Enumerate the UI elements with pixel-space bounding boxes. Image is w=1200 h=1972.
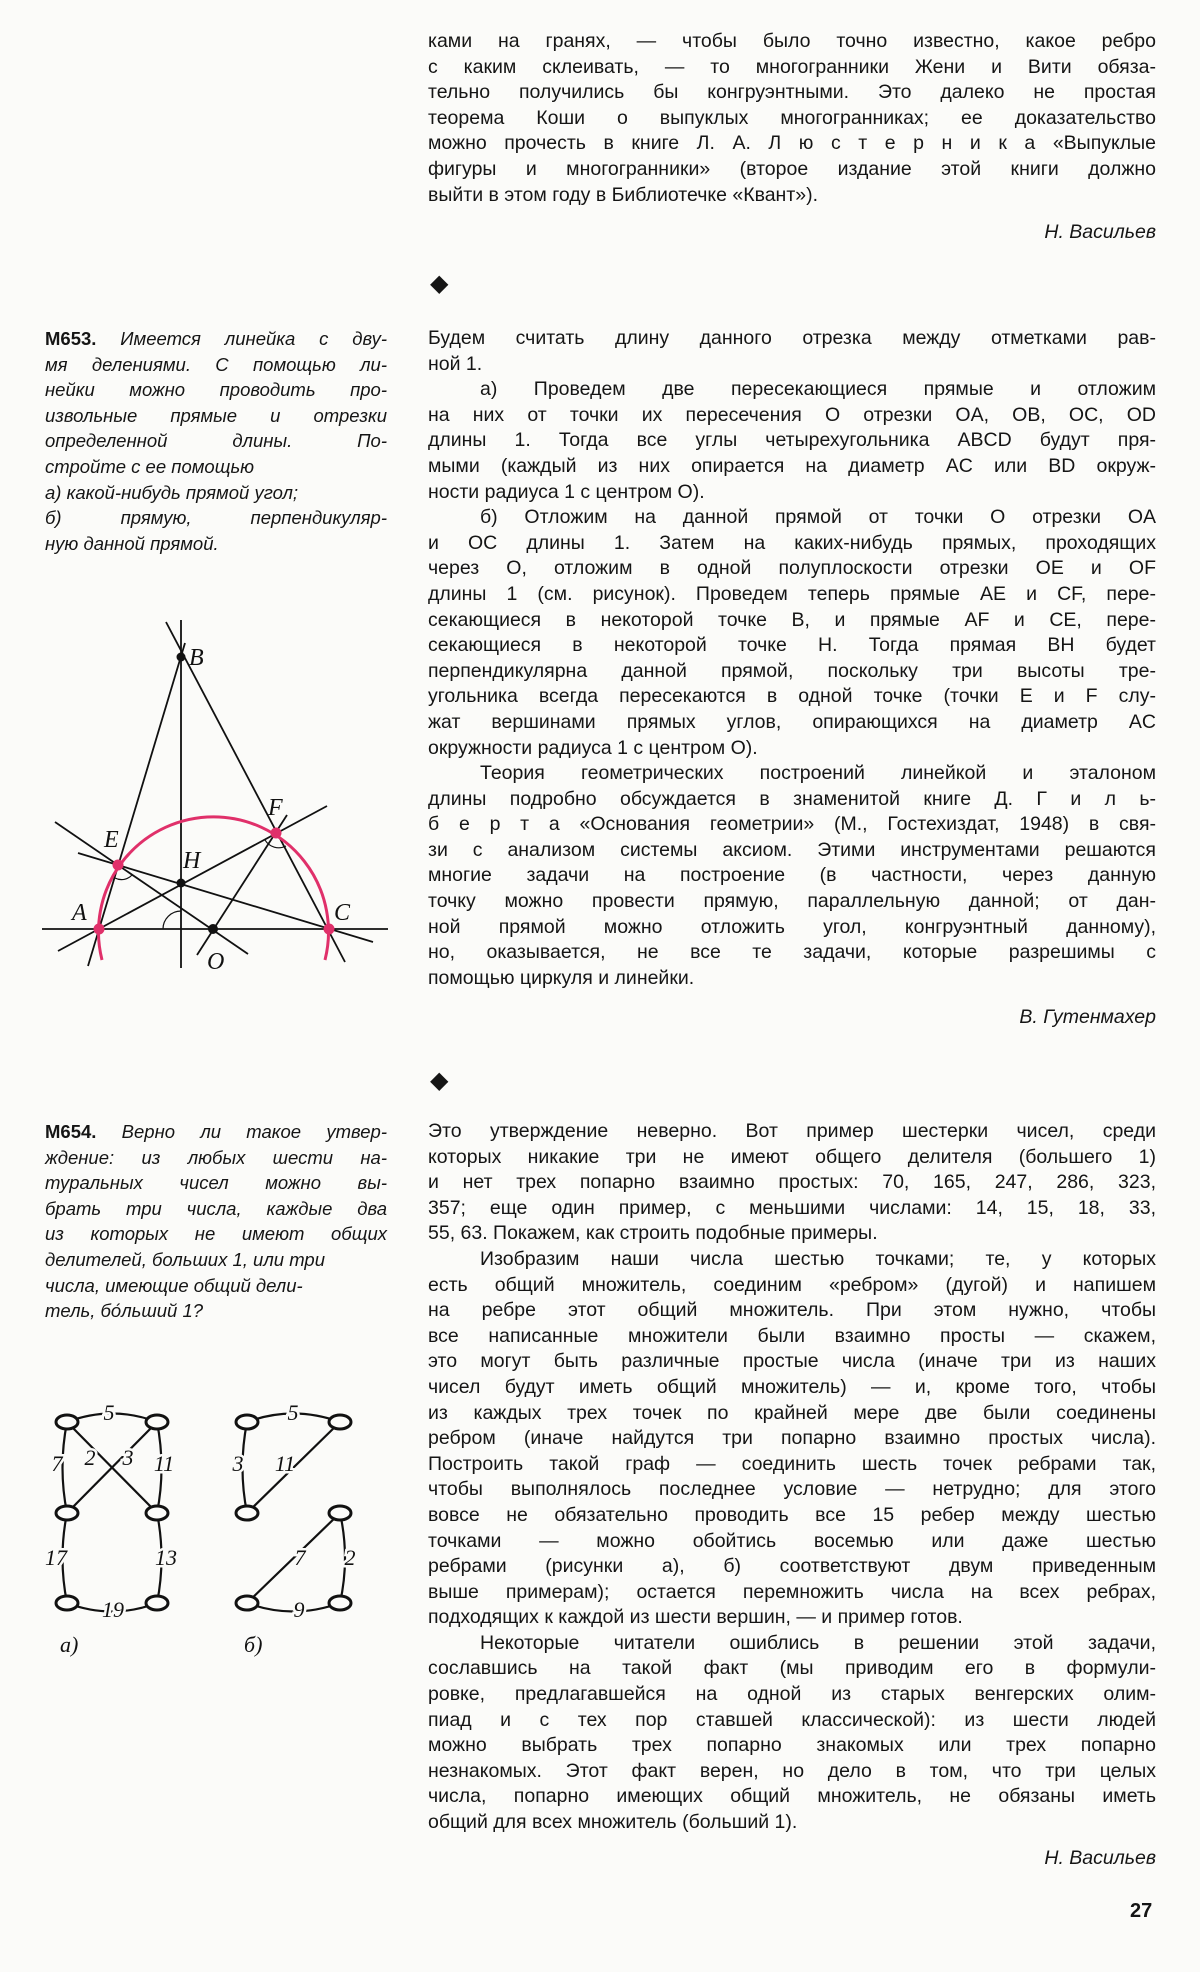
text-line: ками на гранях, — чтобы было точно известно, какое ребро xyxy=(428,30,1156,52)
label-a: A xyxy=(72,900,87,926)
text-line: Теория геометрических построений линейкой и эталоном xyxy=(480,762,1156,785)
problem-line: числа, имеющие общий дели- xyxy=(45,1274,303,1296)
graph-a-vertex xyxy=(146,1596,168,1610)
problem-line: из которых не имеют общих xyxy=(45,1223,387,1245)
label-e: E xyxy=(104,827,119,853)
text-line: с каким склеивать, — то многогранники Жени и Вити обяза- xyxy=(428,55,1156,78)
graph-a-edge-label: 13 xyxy=(155,1545,177,1571)
text-line: многие задачи на построение (в частности, через данную xyxy=(428,864,1156,887)
graph-b-edge-label: 9 xyxy=(293,1597,305,1623)
text-line: из каждых трех точек по крайней мере две были соединены xyxy=(428,1401,1156,1424)
text-line: ребром (иначе найдутся три попарно взаимно простых числа). xyxy=(428,1427,1156,1450)
graph-a-edge-label: 3 xyxy=(122,1445,134,1471)
text-line: жат вершинами прямых углов, опирающихся на диаметр AC xyxy=(428,710,1156,733)
point-f xyxy=(271,828,282,839)
point-o xyxy=(208,924,218,934)
graph-b-edge xyxy=(247,1513,340,1603)
problem-line: брать три числа, каждые два xyxy=(45,1197,387,1219)
problem-line: мя делениями. С помощью ли- xyxy=(45,353,387,375)
section-separator-icon: ◆ xyxy=(430,271,449,297)
graph-a-vertex xyxy=(146,1415,168,1429)
label-c: C xyxy=(334,900,351,926)
graph-a-caption: а) xyxy=(60,1632,79,1657)
problem-line: делителей, больших 1, или три xyxy=(45,1248,325,1270)
text-line: можно выбрать трех попарно знакомых или трех попарно xyxy=(428,1734,1156,1757)
text-line: точку можно провести прямую, параллельную данной; от дан- xyxy=(428,890,1156,913)
text-line: окружности радиуса 1 с центром O). xyxy=(428,736,758,759)
text-line: на ребре этот общий множитель. При этом нужно, чтобы xyxy=(428,1299,1156,1322)
label-h: H xyxy=(183,848,201,874)
text-line: через O, отложим в одной полуплоскости отрезки OE и OF xyxy=(428,557,1156,580)
point-e xyxy=(113,860,124,871)
graph-b-edge-label: 7 xyxy=(294,1545,306,1571)
problem-line: нейки можно проводить про- xyxy=(45,379,387,401)
text-line: есть общий множитель, соединим «ребром» (дугой) и напишем xyxy=(428,1273,1156,1296)
text-line: мыми (каждый из них опирается на диаметр AC или BD окруж- xyxy=(428,454,1156,477)
problem-line: б) прямую, перпендикуляр- xyxy=(45,507,387,529)
label-o: O xyxy=(207,949,225,975)
text-line: которых никакие три не имеют общего делителя (большего 1) xyxy=(428,1145,1156,1168)
semicircle xyxy=(98,817,328,960)
problem-line: ную данной прямой. xyxy=(45,532,219,554)
text-line: на них от точки их пересечения O отрезки OA, OB, OC, OD xyxy=(428,403,1156,426)
label-f: F xyxy=(268,795,283,821)
text-line: длины 1 (см. рисунок). Проведем теперь прямые AE и CF, пере- xyxy=(428,582,1156,605)
line-oe xyxy=(55,822,248,954)
graph-b-vertex xyxy=(236,1415,258,1429)
problem-line: ждение: из любых шести на- xyxy=(45,1146,387,1168)
graph-a-vertex xyxy=(56,1596,78,1610)
graph-b-vertex xyxy=(329,1596,351,1610)
point-b xyxy=(177,653,186,662)
text-line: угольника всегда пересекаются в одной точке (точки E и F слу- xyxy=(428,685,1156,708)
text-line: перпендикулярна данной прямой, поскольку три высоты тре- xyxy=(428,659,1156,682)
text-line: чисел будут иметь общий множитель) — и, кроме того, чтобы xyxy=(428,1375,1156,1398)
signature-gutenmakher: В. Гутенмахер xyxy=(1019,1006,1156,1028)
text-line: ровке, предлагавшейся на одной из старых венгерских олим- xyxy=(428,1683,1156,1706)
line-cf xyxy=(166,622,345,962)
text-line: б) Отложим на данной прямой от точки O отрезки OA xyxy=(480,506,1156,529)
problem-line: туральных чисел можно вы- xyxy=(45,1172,387,1194)
problem-line: извольные прямые и отрезки xyxy=(45,404,387,426)
text-line: можно прочесть в книге Л. А. Л ю с т е р н и к а «Выпуклые xyxy=(428,132,1156,155)
text-line: теорема Коши о выпуклых многогранниках; ее доказательство xyxy=(428,106,1156,129)
text-line: вовсе не обязательно проводить все 15 ребер между шестью xyxy=(428,1503,1156,1526)
signature-vasiliev-1: Н. Васильев xyxy=(1044,221,1156,243)
graph-b-vertex xyxy=(329,1415,351,1429)
text-line: 357; еще один пример, с меньшими числами: 14, 15, 18, 33, xyxy=(428,1196,1156,1219)
line-ae xyxy=(88,643,185,966)
text-line: подходящих к каждой из шести вершин, — и пример готов. xyxy=(428,1606,963,1629)
text-line: длины 1. Тогда все углы четырехугольника ABCD будут пря- xyxy=(428,429,1156,452)
graph-b-vertex xyxy=(329,1506,351,1520)
graph-a-edge xyxy=(63,1422,68,1513)
text-line: точками — можно обойтись восемью или даже шестью xyxy=(428,1529,1156,1552)
graph-a-edge-label: 17 xyxy=(45,1545,67,1571)
graph-b-edge-label: 3 xyxy=(232,1451,244,1477)
problem-number: M654. xyxy=(45,1121,97,1142)
text-line: секающиеся в некоторой точке H. Тогда прямая BH будет xyxy=(428,634,1156,657)
problem-line: а) какой-нибудь прямой угол; xyxy=(45,481,299,503)
text-line: зи с анализом системы аксиом. Этими инструментами решаются xyxy=(428,838,1156,861)
text-line: ребрами (рисунки а), б) соответствуют двум приведенным xyxy=(428,1555,1156,1578)
text-line: секающиеся в некоторой точке B, и прямые AF и CE, пере- xyxy=(428,608,1156,631)
problem-line: определенной длины. По- xyxy=(45,430,387,452)
graph-b-caption: б) xyxy=(244,1632,263,1657)
right-angle-mark-base xyxy=(163,911,181,929)
graph-a-vertex xyxy=(56,1415,78,1429)
text-line: Это утверждение неверно. Вот пример шестерки чисел, среди xyxy=(428,1120,1156,1142)
text-line: Некоторые читатели ошиблись в решении этой задачи, xyxy=(480,1631,1156,1654)
text-line: а) Проведем две пересекающиеся прямые и отложим xyxy=(480,378,1156,401)
point-h xyxy=(177,879,186,888)
section-separator-icon: ◆ xyxy=(430,1068,449,1094)
text-line: фигуры и многогранники» (второе издание этой книги должно xyxy=(428,157,1156,180)
graph-b-edge-label: 2 xyxy=(344,1545,356,1571)
problem-text: Верно ли такое утвер- xyxy=(96,1121,387,1142)
text-line: Изобразим наши числа шестью точками; те, у которых xyxy=(480,1247,1156,1270)
text-line: тельно получились бы конгруэнтными. Это далеко не простая xyxy=(428,81,1156,104)
graph-b-edge-label: 5 xyxy=(287,1400,299,1426)
text-line: б е р т а «Основания геометрии» (М., Гостехиздат, 1948) в свя- xyxy=(428,813,1156,836)
text-line: ной прямой можно отложить угол, конгруэнтный данному), xyxy=(428,915,1156,938)
text-line: выше примерам); остается перемножить числа на всех ребрах, xyxy=(428,1580,1156,1603)
text-line: общий для всех множитель (больший 1). xyxy=(428,1811,798,1834)
text-line: помощью циркуля и линейки. xyxy=(428,966,695,989)
text-line: ности радиуса 1 с центром O). xyxy=(428,480,705,503)
signature-vasiliev-2: Н. Васильев xyxy=(1044,1847,1156,1869)
graph-a-vertex xyxy=(146,1506,168,1520)
problem-number: M653. xyxy=(45,328,97,349)
text-line: Построить такой граф — соединить шесть точек ребрами так, xyxy=(428,1452,1156,1475)
text-line: числа, попарно имеющих общий множитель, не обязаны иметь xyxy=(428,1785,1156,1808)
text-line: 55, 63. Покажем, как строить подобные примеры. xyxy=(428,1222,878,1245)
graph-b-edge-label: 11 xyxy=(274,1451,296,1477)
point-c xyxy=(324,924,335,935)
page-number: 27 xyxy=(1130,1900,1153,1922)
text-line: это могут быть различные простые числа (иначе три из наших xyxy=(428,1350,1156,1373)
graph-a-edge-label: 11 xyxy=(153,1451,175,1477)
text-line: пиад и с тех пор ставшей классической): из шести людей xyxy=(428,1708,1156,1731)
graph-b-vertex xyxy=(236,1596,258,1610)
text-line: но, оказывается, не все те задачи, которые разрешимы с xyxy=(428,941,1156,964)
graph-a-edge-label: 19 xyxy=(102,1597,124,1623)
text-line: все написанные множители были взаимно просты — скажем, xyxy=(428,1324,1156,1347)
label-b: B xyxy=(189,645,204,671)
problem-line: тель, бо́льший 1? xyxy=(45,1300,204,1322)
text-line: незнакомых. Этот факт верен, но дело в том, что три целых xyxy=(428,1759,1156,1782)
text-line: и OC длины 1. Затем на каких-нибудь прямых, проходящих xyxy=(428,531,1156,554)
right-angle-mark-e xyxy=(115,875,132,880)
graph-a-vertex xyxy=(56,1506,78,1520)
text-line: и нет трех попарно взаимно простых: 70, 165, 247, 286, 323, xyxy=(428,1171,1156,1194)
graph-a-edge-label: 5 xyxy=(103,1400,115,1426)
text-line: ной 1. xyxy=(428,352,483,375)
problem-text: Имеется линейка с дву- xyxy=(96,328,387,349)
text-line: чтобы выполнялось последнее условие — нетрудно; для этого xyxy=(428,1478,1156,1501)
text-line: выйти в этом году в Библиотечке «Квант»). xyxy=(428,183,819,206)
graph-a-edge-label: 2 xyxy=(84,1445,96,1471)
problem-line: стройте с ее помощью xyxy=(45,455,255,477)
point-a xyxy=(94,924,105,935)
text-line: длины подробно обсуждается в знаменитой книге Д. Г и л ь- xyxy=(428,787,1156,810)
graph-a-edge-label: 7 xyxy=(51,1451,63,1477)
graph-b-vertex xyxy=(236,1506,258,1520)
text-line: сославшись на такой факт (мы приводим его в формули- xyxy=(428,1657,1156,1680)
text-line: Будем считать длину данного отрезка между отметками рав- xyxy=(428,327,1156,349)
